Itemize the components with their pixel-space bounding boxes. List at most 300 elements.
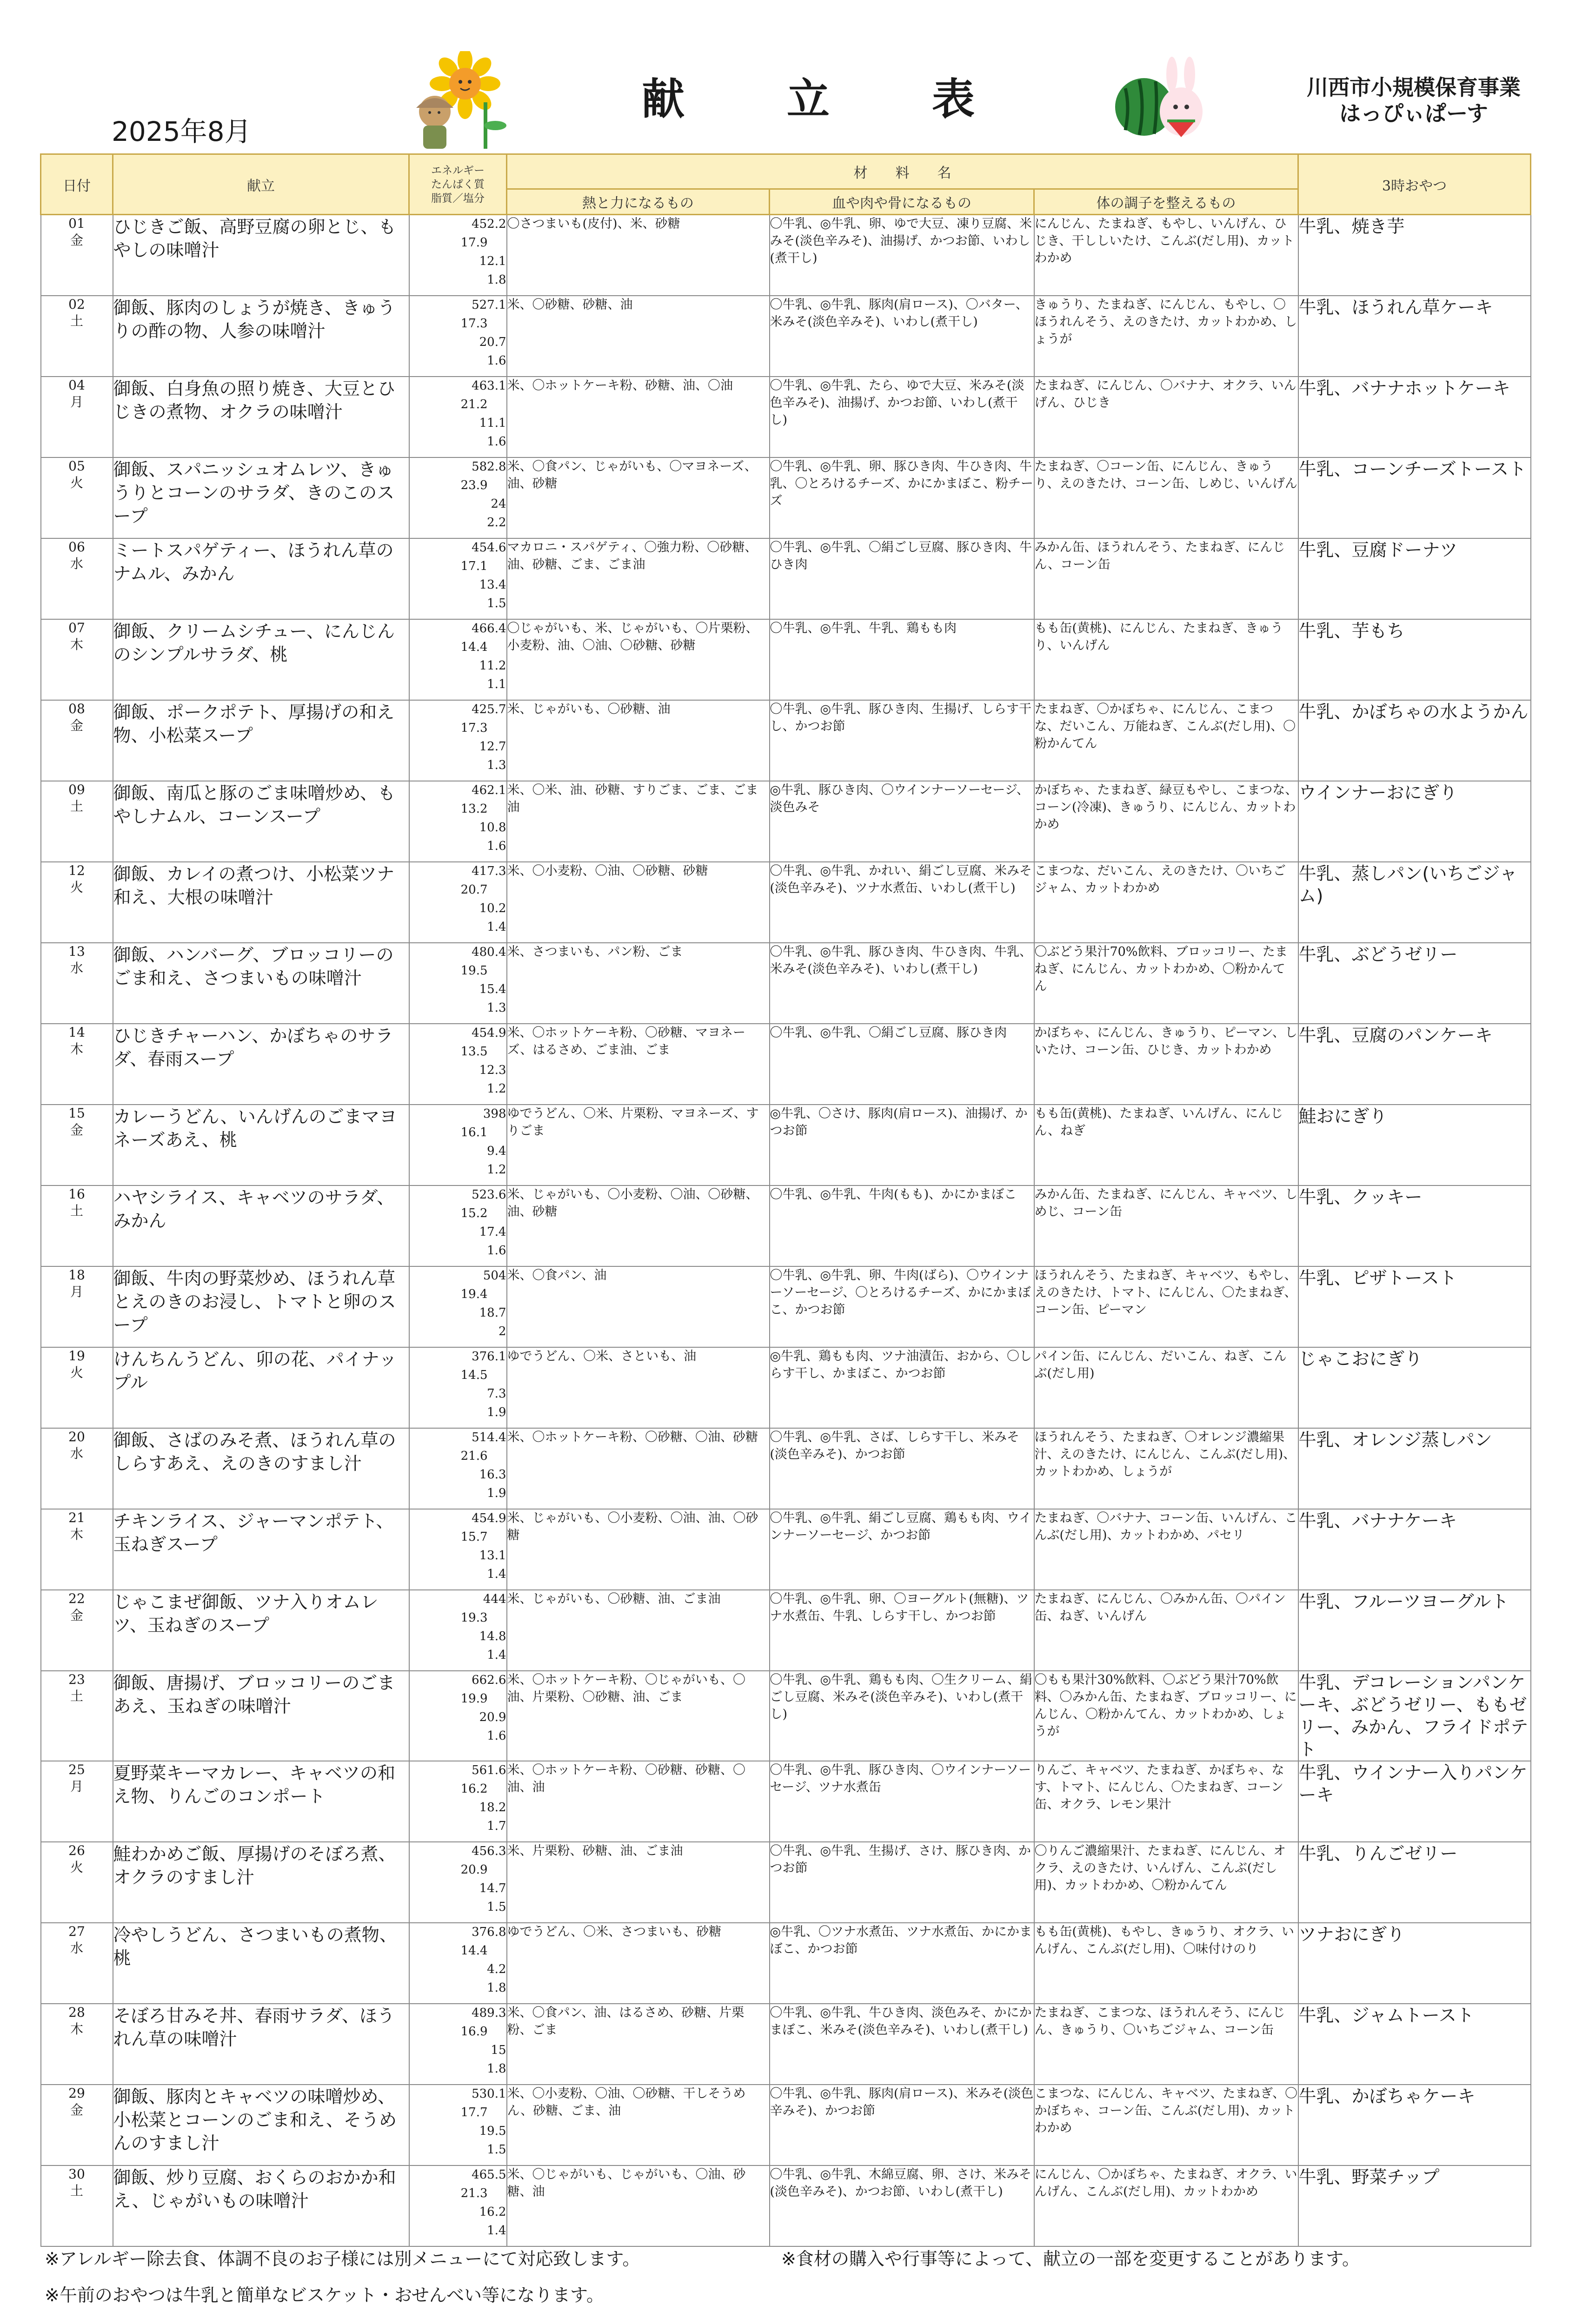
energy-foods-cell: ゆでうどん、〇米、さつまいも、砂糖 <box>507 1923 770 2004</box>
nutrition-cell <box>409 943 507 1024</box>
menu-cell: 御飯、唐揚げ、ブロッコリーのごまあえ、玉ねぎの味噌汁 <box>113 1671 409 1761</box>
protein-value: 20.7 <box>460 882 488 897</box>
menu-cell: 御飯、スパニッシュオムレツ、きゅうりとコーンのサラダ、きのこのスープ <box>113 457 409 538</box>
salt-value: 1.4 <box>487 2223 506 2238</box>
date-cell <box>41 943 113 1024</box>
energy-value: 480.4 <box>472 945 506 959</box>
energy-foods-cell: 米、〇砂糖、砂糖、油 <box>507 296 770 377</box>
snack-cell: 牛乳、蒸しパン(いちごジャム) <box>1298 862 1531 943</box>
salt-value: 1.9 <box>487 1405 506 1419</box>
day-number: 14 <box>68 1024 85 1040</box>
day-number: 07 <box>68 620 85 636</box>
table-row <box>41 457 1531 538</box>
table-row <box>41 943 1531 1024</box>
energy-foods-cell: 米、じゃがいも、〇砂糖、油 <box>507 700 770 781</box>
body-foods-cell: 〇牛乳、◎牛乳、かれい、絹ごし豆腐、米みそ(淡色辛みそ)、ツナ水煮缶、いわし(煮干し) <box>770 862 1034 943</box>
day-of-week: 土 <box>70 798 83 814</box>
footer-note-allergy: ※アレルギー除去食、体調不良のお子様には別メニューにて対応致します。 <box>45 2249 640 2269</box>
protein-value: 16.9 <box>460 2024 488 2039</box>
condition-foods-cell: みかん缶、ほうれんそう、たまねぎ、にんじん、コーン缶 <box>1034 538 1298 619</box>
date-cell <box>41 1428 113 1509</box>
energy-value: 582.8 <box>472 459 506 474</box>
date-cell <box>41 1024 113 1105</box>
header-condition-foods: 体の調子を整えるもの <box>1034 189 1298 215</box>
table-row <box>41 377 1531 457</box>
day-of-week: 火 <box>70 879 83 895</box>
date-cell <box>41 1590 113 1671</box>
energy-value: 530.1 <box>472 2086 506 2101</box>
condition-foods-cell: もも缶(黄桃)、たまねぎ、いんげん、にんじん、ねぎ <box>1034 1105 1298 1185</box>
body-foods-cell: 〇牛乳、◎牛乳、牛乳、鶏もも肉 <box>770 619 1034 700</box>
condition-foods-cell: たまねぎ、にんじん、〇バナナ、オクラ、いんげん、ひじき <box>1034 377 1298 457</box>
table-row <box>41 1347 1531 1428</box>
energy-value: 463.1 <box>472 378 506 393</box>
nutrition-cell <box>409 862 507 943</box>
salt-value: 1.4 <box>487 1567 506 1581</box>
table-row <box>41 619 1531 700</box>
condition-foods-cell: もも缶(黄桃)、にんじん、たまねぎ、きゅうり、いんげん <box>1034 619 1298 700</box>
fat-value: 11.2 <box>479 658 506 673</box>
day-number: 13 <box>68 943 85 959</box>
energy-foods-cell: 米、〇小麦粉、〇油、〇砂糖、砂糖 <box>507 862 770 943</box>
date-cell <box>41 2165 113 2246</box>
energy-foods-cell: マカロニ・スパゲティ、〇強力粉、〇砂糖、油、砂糖、ごま、ごま油 <box>507 538 770 619</box>
menu-cell: 鮭わかめご飯、厚揚げのそぼろ煮、オクラのすまし汁 <box>113 1842 409 1923</box>
body-foods-cell: 〇牛乳、◎牛乳、卵、豚ひき肉、牛ひき肉、牛乳、〇とろけるチーズ、かにかまぼこ、粉チーズ <box>770 457 1034 538</box>
snack-cell: 牛乳、バナナホットケーキ <box>1298 377 1531 457</box>
menu-cell: 御飯、豚肉とキャベツの味噌炒め、小松菜とコーンのごま和え、そうめんのすまし汁 <box>113 2085 409 2165</box>
energy-foods-cell: 米、〇小麦粉、〇油、〇砂糖、干しそうめん、砂糖、ごま、油 <box>507 2085 770 2165</box>
day-number: 16 <box>68 1186 85 1202</box>
date-cell <box>41 215 113 296</box>
day-of-week: 金 <box>70 1122 83 1138</box>
fat-value: 12.1 <box>479 254 506 268</box>
energy-foods-cell: 米、〇ホットケーキ粉、砂糖、油、〇油 <box>507 377 770 457</box>
protein-value: 20.9 <box>460 1862 488 1877</box>
nutrition-cell <box>409 538 507 619</box>
nutrition-cell <box>409 2085 507 2165</box>
fat-value: 13.4 <box>479 577 506 592</box>
salt-value: 1.6 <box>487 434 506 449</box>
header-nutrition-fat-salt: 脂質／塩分 <box>431 192 485 205</box>
protein-value: 19.4 <box>460 1287 488 1301</box>
nutrition-cell <box>409 1428 507 1509</box>
nutrition-cell <box>409 1266 507 1347</box>
table-row <box>41 2165 1531 2246</box>
day-of-week: 木 <box>70 636 83 652</box>
nutrition-cell <box>409 1024 507 1105</box>
salt-value: 1.9 <box>487 1486 506 1500</box>
day-number: 06 <box>68 539 85 555</box>
energy-value: 527.1 <box>472 298 506 312</box>
nutrition-cell <box>409 1761 507 1842</box>
body-foods-cell: ◎牛乳、豚ひき肉、〇ウインナーソーセージ、淡色みそ <box>770 781 1034 862</box>
energy-foods-cell: 米、じゃがいも、〇砂糖、油、ごま油 <box>507 1590 770 1671</box>
day-of-week: 火 <box>70 475 83 490</box>
nutrition-cell <box>409 2165 507 2246</box>
snack-cell: 牛乳、ウインナー入りパンケーキ <box>1298 1761 1531 1842</box>
menu-cell: カレーうどん、いんげんのごまマヨネーズあえ、桃 <box>113 1105 409 1185</box>
snack-cell: 牛乳、コーンチーズトースト <box>1298 457 1531 538</box>
salt-value: 1.2 <box>487 1162 506 1177</box>
day-number: 30 <box>68 2166 85 2182</box>
menu-cell: ひじきご飯、高野豆腐の卵とじ、もやしの味噌汁 <box>113 215 409 296</box>
salt-value: 1.7 <box>487 1819 506 1833</box>
condition-foods-cell: かぼちゃ、たまねぎ、緑豆もやし、こまつな、コーン(冷凍)、きゅうり、にんじん、カットわかめ <box>1034 781 1298 862</box>
salt-value: 1.6 <box>487 839 506 853</box>
date-cell <box>41 1842 113 1923</box>
fat-value: 20.7 <box>479 335 506 349</box>
date-cell <box>41 700 113 781</box>
table-row <box>41 1761 1531 1842</box>
protein-value: 13.5 <box>460 1044 488 1059</box>
day-of-week: 金 <box>70 717 83 733</box>
nutrition-cell <box>409 296 507 377</box>
header-nutrition-energy: エネルギー <box>431 164 485 177</box>
day-of-week: 月 <box>70 1284 83 1299</box>
date-cell <box>41 538 113 619</box>
snack-cell: 牛乳、ジャムトースト <box>1298 2004 1531 2085</box>
day-number: 04 <box>68 377 85 393</box>
snack-cell: 牛乳、ピザトースト <box>1298 1266 1531 1347</box>
date-cell <box>41 2004 113 2085</box>
table-row <box>41 538 1531 619</box>
date-cell <box>41 1923 113 2004</box>
day-of-week: 木 <box>70 2021 83 2037</box>
day-of-week: 水 <box>70 960 83 976</box>
table-row <box>41 1842 1531 1923</box>
table-row <box>41 1185 1531 1266</box>
day-number: 28 <box>68 2004 85 2020</box>
table-row <box>41 862 1531 943</box>
fat-value: 24 <box>491 497 506 511</box>
menu-cell: ひじきチャーハン、かぼちゃのサラダ、春雨スープ <box>113 1024 409 1105</box>
salt-value: 1.2 <box>487 1081 506 1096</box>
day-of-week: 火 <box>70 1364 83 1380</box>
energy-value: 462.1 <box>472 783 506 797</box>
body-foods-cell: 〇牛乳、◎牛乳、〇絹ごし豆腐、豚ひき肉、牛ひき肉 <box>770 538 1034 619</box>
snack-cell: 牛乳、かぼちゃの水ようかん <box>1298 700 1531 781</box>
header-menu: 献立 <box>113 154 409 215</box>
date-cell <box>41 2085 113 2165</box>
salt-value: 1.4 <box>487 920 506 934</box>
protein-value: 17.1 <box>460 559 488 573</box>
condition-foods-cell: にんじん、たまねぎ、もやし、いんげん、ひじき、干ししいたけ、こんぶ(だし用)、カットわかめ <box>1034 215 1298 296</box>
header-ingredients: 材 料 名 <box>507 154 1298 189</box>
table-row <box>41 1590 1531 1671</box>
snack-cell: 牛乳、バナナケーキ <box>1298 1509 1531 1590</box>
day-of-week: 水 <box>70 1445 83 1461</box>
table-row <box>41 1428 1531 1509</box>
body-foods-cell: 〇牛乳、◎牛乳、豚ひき肉、牛ひき肉、牛乳、米みそ(淡色辛みそ)、いわし(煮干し) <box>770 943 1034 1024</box>
day-number: 20 <box>68 1429 85 1444</box>
protein-value: 19.3 <box>460 1610 488 1625</box>
date-cell <box>41 619 113 700</box>
protein-value: 14.5 <box>460 1368 488 1382</box>
body-foods-cell: 〇牛乳、◎牛乳、〇絹ごし豆腐、豚ひき肉 <box>770 1024 1034 1105</box>
date-cell <box>41 862 113 943</box>
table-row <box>41 700 1531 781</box>
table-row <box>41 1923 1531 2004</box>
body-foods-cell: 〇牛乳、◎牛乳、木綿豆腐、卵、さけ、米みそ(淡色辛みそ)、かつお節、いわし(煮干し) <box>770 2165 1034 2246</box>
day-of-week: 水 <box>70 556 83 571</box>
condition-foods-cell: こまつな、だいこん、えのきたけ、〇いちごジャム、カットわかめ <box>1034 862 1298 943</box>
condition-foods-cell: パイン缶、にんじん、だいこん、ねぎ、こんぶ(だし用) <box>1034 1347 1298 1428</box>
energy-value: 452.2 <box>472 217 506 231</box>
fat-value: 4.2 <box>487 1962 506 1976</box>
body-foods-cell: 〇牛乳、◎牛乳、牛ひき肉、淡色みそ、かにかまぼこ、米みそ(淡色辛みそ)、いわし(煮干し) <box>770 2004 1034 2085</box>
energy-value: 662.6 <box>472 1673 506 1687</box>
salt-value: 1.3 <box>487 1000 506 1015</box>
body-foods-cell: 〇牛乳、◎牛乳、鶏もも肉、〇生クリーム、絹ごし豆腐、米みそ(淡色辛みそ)、いわし(煮干し) <box>770 1671 1034 1761</box>
protein-value: 21.3 <box>460 2186 488 2200</box>
date-cell <box>41 1761 113 1842</box>
protein-value: 17.3 <box>460 316 488 331</box>
condition-foods-cell: かぼちゃ、にんじん、きゅうり、ピーマン、しいたけ、コーン缶、ひじき、カットわかめ <box>1034 1024 1298 1105</box>
menu-cell: 御飯、炒り豆腐、おくらのおかか和え、じゃがいもの味噌汁 <box>113 2165 409 2246</box>
table-row <box>41 1105 1531 1185</box>
fat-value: 15 <box>491 2043 506 2057</box>
energy-foods-cell: 米、〇米、油、砂糖、すりごま、ごま、ごま油 <box>507 781 770 862</box>
header-nutrition <box>409 154 507 215</box>
snack-cell: 牛乳、デコレーションパンケーキ、ぶどうゼリー、ももゼリー、みかん、フライドポテト <box>1298 1671 1531 1761</box>
snack-cell: 牛乳、かぼちゃケーキ <box>1298 2085 1531 2165</box>
snack-cell: 牛乳、りんごゼリー <box>1298 1842 1531 1923</box>
day-number: 15 <box>68 1105 85 1121</box>
fat-value: 10.2 <box>479 901 506 915</box>
nutrition-cell <box>409 215 507 296</box>
date-cell <box>41 1509 113 1590</box>
fat-value: 14.7 <box>479 1881 506 1895</box>
condition-foods-cell: 〇もも果汁30%飲料、〇ぶどう果汁70%飲料、〇みかん缶、たまねぎ、ブロッコリー、にんじん、〇粉かんてん、カットわかめ、しょうが <box>1034 1671 1298 1761</box>
snack-cell: じゃこおにぎり <box>1298 1347 1531 1428</box>
nutrition-cell <box>409 1923 507 2004</box>
protein-value: 15.7 <box>460 1529 488 1544</box>
condition-foods-cell: たまねぎ、〇バナナ、コーン缶、いんげん、こんぶ(だし用)、カットわかめ、パセリ <box>1034 1509 1298 1590</box>
menu-cell: 御飯、ハンバーグ、ブロッコリーのごま和え、さつまいもの味噌汁 <box>113 943 409 1024</box>
energy-value: 417.3 <box>472 864 506 878</box>
body-foods-cell: ◎牛乳、〇ツナ水煮缶、ツナ水煮缶、かにかまぼこ、かつお節 <box>770 1923 1034 2004</box>
energy-foods-cell: 米、〇ホットケーキ粉、〇砂糖、マヨネーズ、はるさめ、ごま油、ごま <box>507 1024 770 1105</box>
nutrition-cell <box>409 1347 507 1428</box>
energy-foods-cell: ゆでうどん、〇米、片栗粉、マヨネーズ、すりごま <box>507 1105 770 1185</box>
fat-value: 16.3 <box>479 1467 506 1482</box>
table-row <box>41 1266 1531 1347</box>
energy-value: 456.3 <box>472 1844 506 1858</box>
day-of-week: 土 <box>70 2183 83 2198</box>
day-of-week: 月 <box>70 394 83 410</box>
condition-foods-cell: きゅうり、たまねぎ、にんじん、もやし、〇ほうれんそう、えのきたけ、カットわかめ、しょうが <box>1034 296 1298 377</box>
energy-value: 489.3 <box>472 2006 506 2020</box>
salt-value: 1.6 <box>487 1243 506 1258</box>
protein-value: 16.2 <box>460 1781 488 1796</box>
day-number: 29 <box>68 2085 85 2101</box>
day-of-week: 月 <box>70 1778 83 1794</box>
salt-value: 1.5 <box>487 596 506 610</box>
protein-value: 14.4 <box>460 640 488 654</box>
fat-value: 11.1 <box>479 416 506 430</box>
protein-value: 17.9 <box>460 236 488 250</box>
body-foods-cell: 〇牛乳、◎牛乳、さば、しらす干し、米みそ(淡色辛みそ)、かつお節 <box>770 1428 1034 1509</box>
condition-foods-cell: たまねぎ、〇かぼちゃ、にんじん、こまつな、だいこん、万能ねぎ、こんぶ(だし用)、〇粉かんてん <box>1034 700 1298 781</box>
menu-cell: 御飯、さばのみそ煮、ほうれん草のしらすあえ、えのきのすまし汁 <box>113 1428 409 1509</box>
fat-value: 7.3 <box>487 1386 506 1401</box>
condition-foods-cell: たまねぎ、こまつな、ほうれんそう、にんじん、きゅうり、〇いちごジャム、コーン缶 <box>1034 2004 1298 2085</box>
body-foods-cell: 〇牛乳、◎牛乳、卵、ゆで大豆、凍り豆腐、米みそ(淡色辛みそ)、油揚げ、かつお節、いわし(煮干し) <box>770 215 1034 296</box>
energy-value: 398 <box>483 1106 506 1121</box>
energy-value: 444 <box>483 1592 506 1606</box>
energy-foods-cell: 米、〇食パン、油 <box>507 1266 770 1347</box>
condition-foods-cell: 〇ぶどう果汁70%飲料、ブロッコリー、たまねぎ、にんじん、カットわかめ、〇粉かんてん <box>1034 943 1298 1024</box>
condition-foods-cell: 〇りんご濃縮果汁、たまねぎ、にんじん、オクラ、えのきたけ、いんげん、こんぶ(だし用)、カットわかめ、〇粉かんてん <box>1034 1842 1298 1923</box>
day-number: 05 <box>68 458 85 474</box>
header-date: 日付 <box>41 154 113 215</box>
fat-value: 20.9 <box>479 1710 506 1724</box>
condition-foods-cell: たまねぎ、〇コーン缶、にんじん、きゅうり、えのきたけ、コーン缶、しめじ、いんげん <box>1034 457 1298 538</box>
menu-cell: 御飯、カレイの煮つけ、小松菜ツナ和え、大根の味噌汁 <box>113 862 409 943</box>
energy-foods-cell: 米、じゃがいも、〇小麦粉、〇油、〇砂糖、油、砂糖 <box>507 1185 770 1266</box>
snack-cell: 牛乳、焼き芋 <box>1298 215 1531 296</box>
organization-line2: はっぴぃぱーす <box>1339 101 1488 126</box>
menu-table <box>40 153 1531 2247</box>
snack-cell: 牛乳、芋もち <box>1298 619 1531 700</box>
energy-value: 465.5 <box>472 2167 506 2182</box>
energy-value: 376.1 <box>472 1349 506 1364</box>
day-of-week: 金 <box>70 2102 83 2118</box>
body-foods-cell: 〇牛乳、◎牛乳、絹ごし豆腐、鶏もも肉、ウインナーソーセージ、かつお節 <box>770 1509 1034 1590</box>
menu-cell: 御飯、南瓜と豚のごま味噌炒め、もやしナムル、コーンスープ <box>113 781 409 862</box>
body-foods-cell: 〇牛乳、◎牛乳、生揚げ、さけ、豚ひき肉、かつお節 <box>770 1842 1034 1923</box>
energy-foods-cell: 〇じゃがいも、米、じゃがいも、〇片栗粉、小麦粉、油、〇油、〇砂糖、砂糖 <box>507 619 770 700</box>
menu-cell: じゃこまぜ御飯、ツナ入りオムレツ、玉ねぎのスープ <box>113 1590 409 1671</box>
nutrition-cell <box>409 781 507 862</box>
nutrition-cell <box>409 377 507 457</box>
menu-cell: 御飯、白身魚の照り焼き、大豆とひじきの煮物、オクラの味噌汁 <box>113 377 409 457</box>
salt-value: 1.6 <box>487 353 506 368</box>
month-label: 2025年8月 <box>112 116 252 147</box>
day-number: 27 <box>68 1923 85 1939</box>
protein-value: 17.7 <box>460 2105 488 2119</box>
energy-value: 376.8 <box>472 1925 506 1939</box>
salt-value: 2 <box>498 1324 506 1338</box>
salt-value: 1.8 <box>487 273 506 287</box>
date-cell <box>41 1347 113 1428</box>
day-of-week: 金 <box>70 232 83 248</box>
table-row <box>41 2085 1531 2165</box>
day-of-week: 木 <box>70 1526 83 1542</box>
day-number: 18 <box>68 1267 85 1283</box>
nutrition-cell <box>409 1185 507 1266</box>
energy-foods-cell: 米、じゃがいも、〇小麦粉、〇油、油、〇砂糖 <box>507 1509 770 1590</box>
day-of-week: 土 <box>70 1688 83 1704</box>
nutrition-cell <box>409 1590 507 1671</box>
condition-foods-cell: みかん缶、たまねぎ、にんじん、キャベツ、しめじ、コーン缶 <box>1034 1185 1298 1266</box>
energy-foods-cell: 米、〇食パン、油、はるさめ、砂糖、片栗粉、ごま <box>507 2004 770 2085</box>
protein-value: 17.3 <box>460 721 488 735</box>
body-foods-cell: ◎牛乳、〇さけ、豚肉(肩ロース)、油揚げ、かつお節 <box>770 1105 1034 1185</box>
menu-cell: 御飯、クリームシチュー、にんじんのシンプルサラダ、桃 <box>113 619 409 700</box>
snack-cell: 牛乳、豆腐ドーナツ <box>1298 538 1531 619</box>
body-foods-cell: 〇牛乳、◎牛乳、卵、牛肉(ばら)、〇ウインナーソーセージ、〇とろけるチーズ、かにかまぼこ、かつお節 <box>770 1266 1034 1347</box>
day-of-week: 土 <box>70 1203 83 1218</box>
day-of-week: 金 <box>70 1607 83 1623</box>
energy-foods-cell: ゆでうどん、〇米、さといも、油 <box>507 1347 770 1428</box>
day-number: 12 <box>68 862 85 878</box>
fat-value: 15.4 <box>479 982 506 996</box>
day-number: 22 <box>68 1590 85 1606</box>
day-number: 25 <box>68 1761 85 1777</box>
energy-value: 425.7 <box>472 702 506 716</box>
protein-value: 13.2 <box>460 801 488 816</box>
fat-value: 18.7 <box>479 1305 506 1320</box>
sunflower-child-illustration <box>409 51 521 153</box>
menu-cell: 冷やしうどん、さつまいもの煮物、桃 <box>113 1923 409 2004</box>
day-of-week: 水 <box>70 1940 83 1956</box>
day-number: 09 <box>68 781 85 797</box>
snack-cell: ウインナーおにぎり <box>1298 781 1531 862</box>
day-number: 23 <box>68 1671 85 1687</box>
body-foods-cell: 〇牛乳、◎牛乳、たら、ゆで大豆、米みそ(淡色辛みそ)、油揚げ、かつお節、いわし(煮干し) <box>770 377 1034 457</box>
salt-value: 1.8 <box>487 1980 506 1995</box>
salt-value: 1.4 <box>487 1648 506 1662</box>
fat-value: 19.5 <box>479 2124 506 2138</box>
page-title: 献立表 <box>642 74 1077 124</box>
nutrition-cell <box>409 2004 507 2085</box>
nutrition-cell <box>409 457 507 538</box>
table-row <box>41 781 1531 862</box>
protein-value: 19.5 <box>460 963 488 978</box>
menu-cell: 御飯、豚肉のしょうが焼き、きゅうりの酢の物、人参の味噌汁 <box>113 296 409 377</box>
footer-note-morning-snack: ※午前のおやつは牛乳と簡単なビスケット・おせんべい等になります。 <box>45 2285 605 2305</box>
protein-value: 19.9 <box>460 1691 488 1706</box>
body-foods-cell: 〇牛乳、◎牛乳、豚ひき肉、生揚げ、しらす干し、かつお節 <box>770 700 1034 781</box>
snack-cell: 牛乳、ほうれん草ケーキ <box>1298 296 1531 377</box>
menu-cell: そぼろ甘みそ丼、春雨サラダ、ほうれん草の味噌汁 <box>113 2004 409 2085</box>
snack-cell: 牛乳、ぶどうゼリー <box>1298 943 1531 1024</box>
day-of-week: 木 <box>70 1041 83 1057</box>
energy-foods-cell: 米、〇ホットケーキ粉、〇砂糖、〇油、砂糖 <box>507 1428 770 1509</box>
table-row <box>41 1671 1531 1761</box>
salt-value: 1.5 <box>487 1900 506 1914</box>
footer-note-changes: ※食材の購入や行事等によって、献立の一部を変更することがあります。 <box>781 2249 1360 2269</box>
header-snack: 3時おやつ <box>1298 154 1531 215</box>
date-cell <box>41 457 113 538</box>
salt-value: 1.3 <box>487 758 506 772</box>
date-cell <box>41 1671 113 1761</box>
protein-value: 15.2 <box>460 1206 488 1220</box>
nutrition-cell <box>409 1842 507 1923</box>
snack-cell: 鮭おにぎり <box>1298 1105 1531 1185</box>
nutrition-cell <box>409 619 507 700</box>
energy-foods-cell: 米、〇ホットケーキ粉、〇じゃがいも、〇油、片栗粉、〇砂糖、油、ごま <box>507 1671 770 1761</box>
energy-foods-cell: 米、〇食パン、じゃがいも、〇マヨネーズ、油、砂糖 <box>507 457 770 538</box>
snack-cell: 牛乳、オレンジ蒸しパン <box>1298 1428 1531 1509</box>
energy-value: 454.6 <box>472 540 506 555</box>
table-row <box>41 2004 1531 2085</box>
fat-value: 17.4 <box>479 1225 506 1239</box>
day-number: 08 <box>68 701 85 716</box>
table-row <box>41 1509 1531 1590</box>
menu-body <box>41 215 1531 2246</box>
body-foods-cell: 〇牛乳、◎牛乳、豚肉(肩ロース)、米みそ(淡色辛みそ)、かつお節 <box>770 2085 1034 2165</box>
salt-value: 1.8 <box>487 2061 506 2076</box>
table-row <box>41 1024 1531 1105</box>
energy-value: 466.4 <box>472 621 506 636</box>
snack-cell: 牛乳、豆腐のパンケーキ <box>1298 1024 1531 1105</box>
table-row <box>41 296 1531 377</box>
condition-foods-cell: ほうれんそう、たまねぎ、〇オレンジ濃縮果汁、えのきたけ、にんじん、こんぶ(だし用)、カットわかめ、しょうが <box>1034 1428 1298 1509</box>
fat-value: 10.8 <box>479 820 506 834</box>
